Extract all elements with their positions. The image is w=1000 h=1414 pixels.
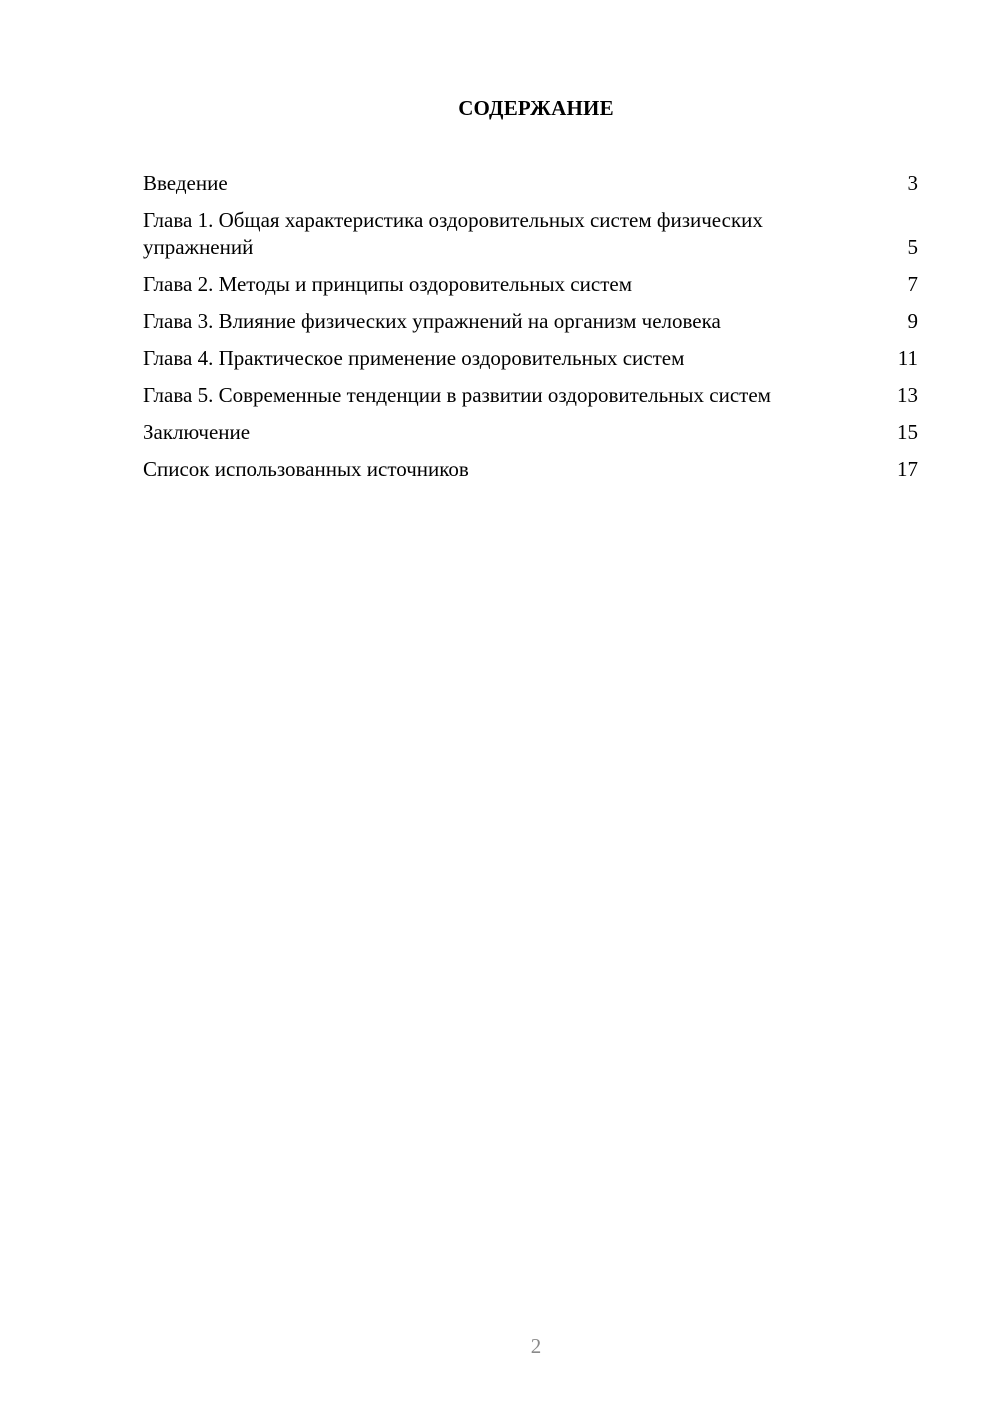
toc-entry-page: 15 bbox=[897, 419, 918, 444]
toc-entry-chapter-5[interactable] bbox=[143, 382, 918, 409]
toc-entry-chapter-4[interactable] bbox=[143, 345, 918, 372]
toc-entry-references[interactable] bbox=[143, 456, 918, 483]
toc-entry-conclusion[interactable] bbox=[143, 419, 918, 446]
toc-entry-title: Введение bbox=[143, 171, 228, 195]
toc-entry-chapter-1[interactable] bbox=[143, 207, 918, 260]
toc-entry-title: Глава 5. Современные тенденции в развитии оздоровительных систем bbox=[143, 382, 771, 407]
toc-entry-chapter-3[interactable] bbox=[143, 308, 918, 335]
toc-entry-title: Глава 3. Влияние физических упражнений на организм человека bbox=[143, 308, 721, 333]
toc-entry-page: 7 bbox=[907, 271, 918, 296]
table-of-contents bbox=[143, 170, 918, 493]
toc-entry-page: 11 bbox=[897, 345, 918, 370]
toc-entry-page: 3 bbox=[907, 171, 918, 195]
toc-entry-title: Глава 1. Общая характеристика оздоровительных систем физических упражнений bbox=[143, 208, 763, 259]
page-number: 2 bbox=[530, 1334, 542, 1358]
toc-entry-title: Глава 4. Практическое применение оздоровительных систем bbox=[143, 345, 685, 370]
toc-entry-page: 13 bbox=[897, 382, 918, 407]
page-title: СОДЕРЖАНИЕ bbox=[458, 96, 614, 120]
toc-entry-title: Глава 2. Методы и принципы оздоровительных систем bbox=[143, 271, 632, 296]
toc-entry-introduction[interactable] bbox=[143, 170, 918, 197]
toc-entry-page: 17 bbox=[897, 456, 918, 481]
toc-entry-page: 5 bbox=[907, 234, 918, 259]
toc-entry-page: 9 bbox=[907, 308, 918, 333]
toc-entry-title: Список использованных источников bbox=[143, 456, 469, 481]
toc-entry-title: Заключение bbox=[143, 419, 251, 444]
toc-entry-chapter-2[interactable] bbox=[143, 271, 918, 298]
